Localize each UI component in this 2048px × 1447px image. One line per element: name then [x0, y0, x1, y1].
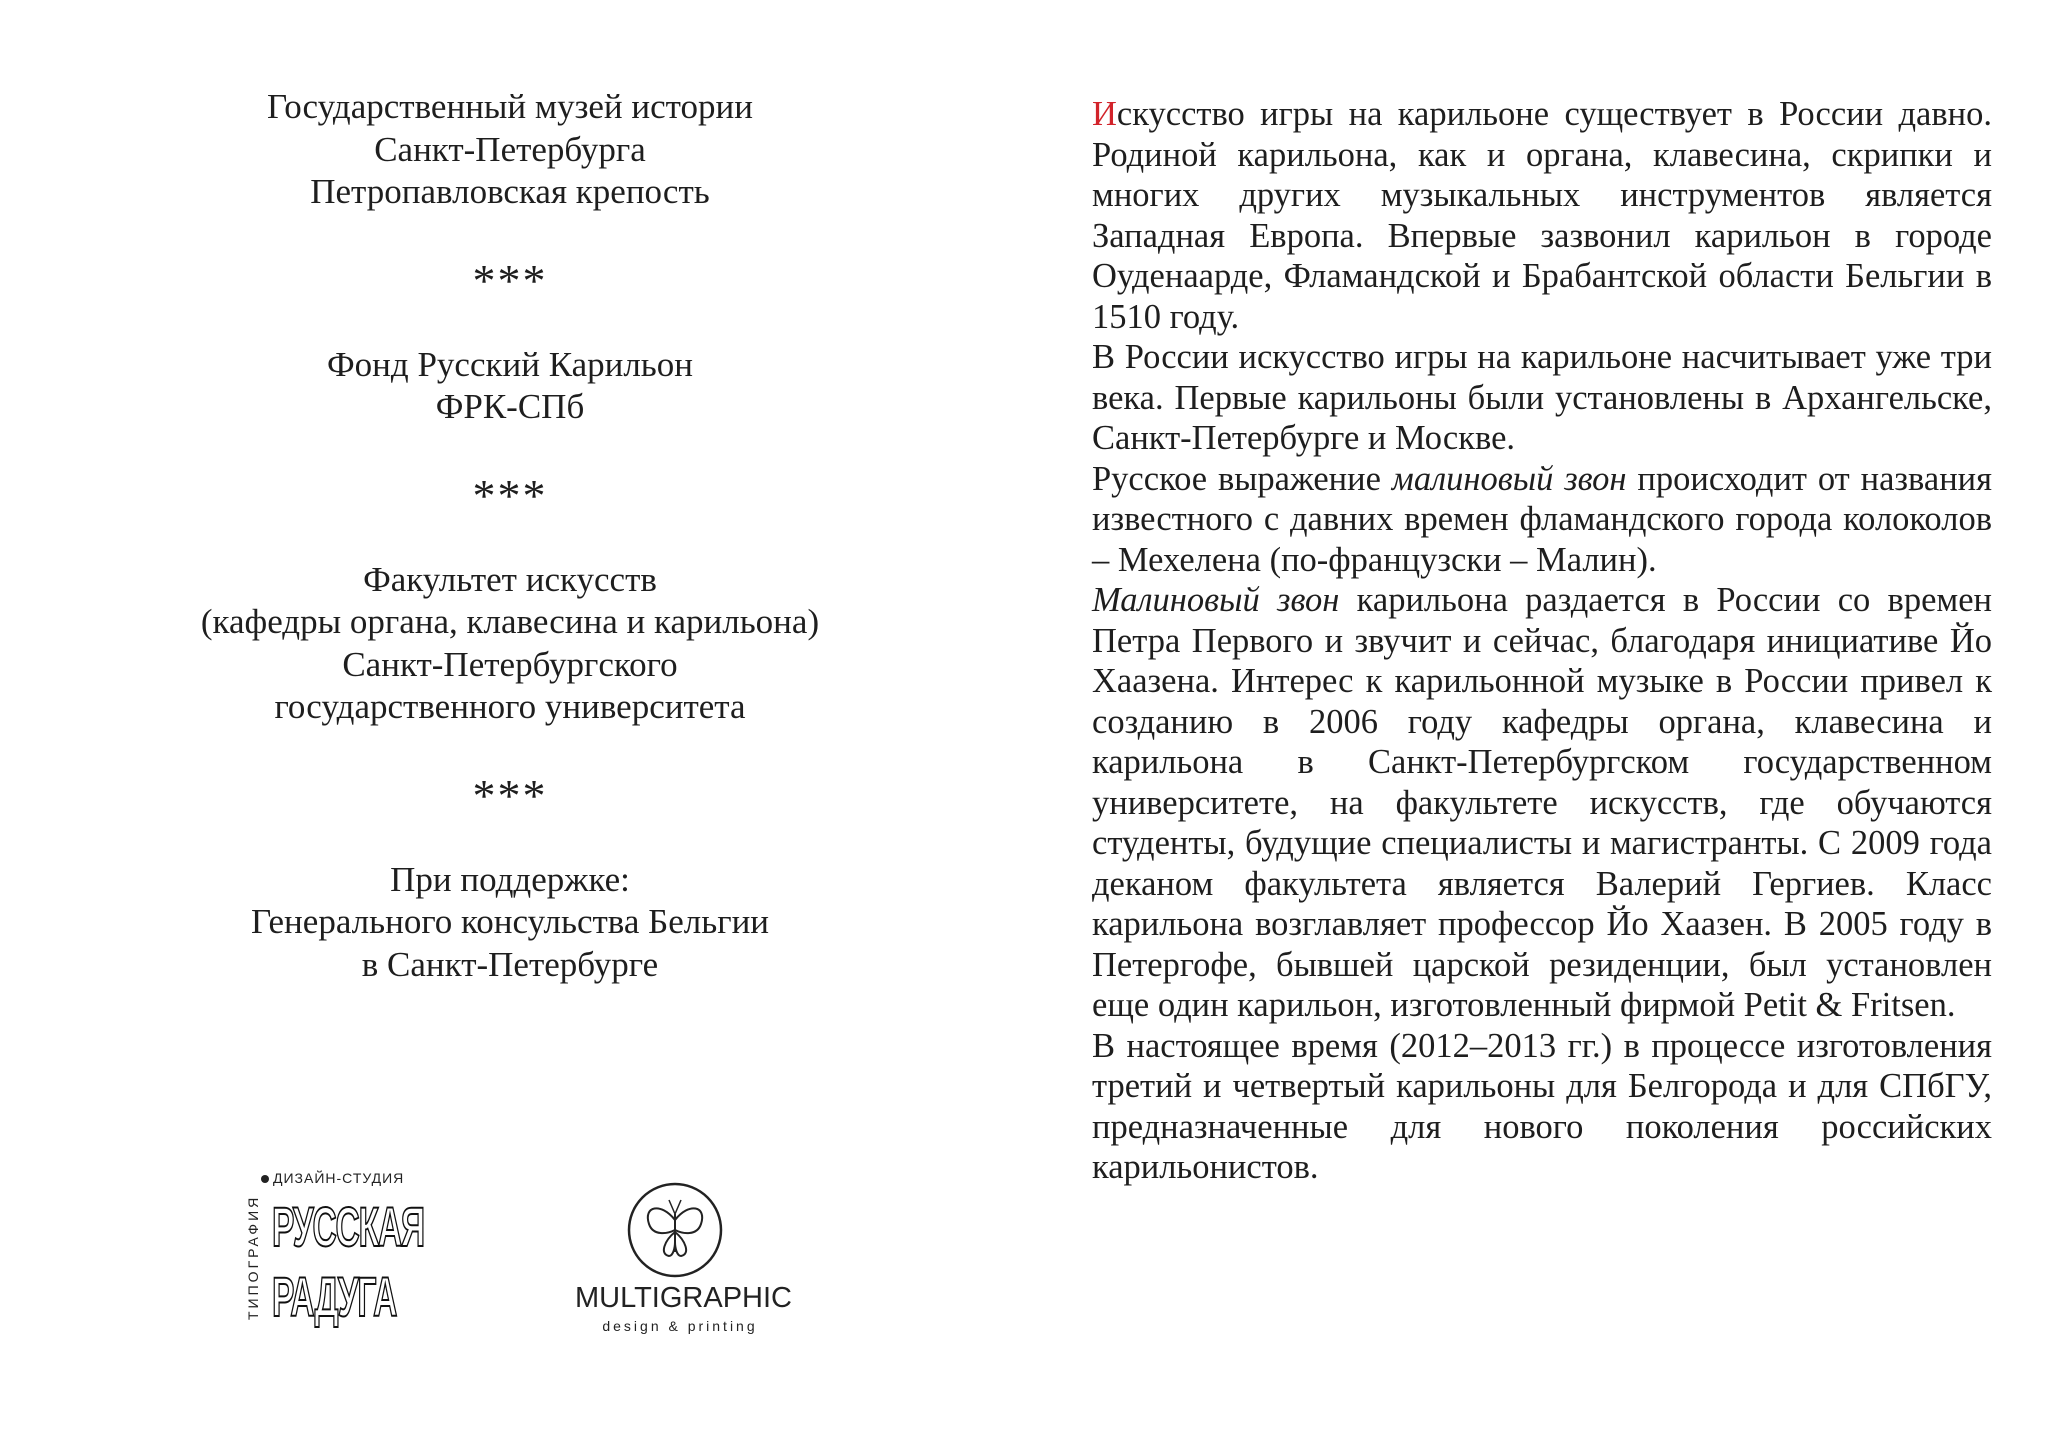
support-block [110, 859, 910, 987]
typo-top-text: ДИЗАЙН-СТУДИЯ [273, 1170, 405, 1186]
paragraph-5: В настоящее время (2012–2013 гг.) в процессе изготовления третий и четвертый карильоны для Белгорода и для СПбГУ, предназначенные для нового поколения российских карильонистов. [1092, 1026, 1992, 1186]
paragraph-3-emphasis: малиновый звон [1391, 459, 1627, 498]
dot-icon [261, 1175, 269, 1183]
fund-block [110, 344, 910, 429]
multigraphic-logo [575, 1180, 792, 1340]
museum-block [110, 86, 910, 214]
paragraph-1 [1092, 94, 1992, 337]
paragraph-3 [1092, 459, 1992, 581]
fund-line: ФРК-СПб [435, 387, 585, 426]
russkaya-raduga-logo [245, 1170, 424, 1335]
support-line: При поддержке: [390, 859, 630, 899]
faculty-line: Факультет искусств [363, 559, 657, 599]
sponsor-logos [240, 1170, 840, 1340]
typo-word-russkaya: РУССКАЯ [272, 1195, 424, 1258]
museum-line: Государственный музей истории [267, 87, 753, 126]
separator-stars: *** [472, 769, 548, 821]
typo-vertical-label: ТИПОГРАФИЯ [245, 1194, 261, 1321]
faculty-line: (кафедры органа, клавесина и карильона) [200, 602, 820, 641]
faculty-line: государственного университета [274, 687, 746, 726]
butterfly-emblem-icon [625, 1180, 725, 1280]
support-line: Генерального консульства Бельгии [250, 902, 770, 941]
separator-stars: *** [472, 254, 548, 306]
multigraphic-name: MULTIGRAPHIC [575, 1282, 792, 1314]
museum-line: Санкт-Петербурга [374, 129, 646, 169]
typo-word-raduga: РАДУГА [272, 1265, 397, 1328]
right-page-article [1092, 94, 1992, 1188]
multigraphic-tagline: design & printing [602, 1318, 758, 1334]
paragraph-3-end: происходит от названия известного с давних времен фламандского города колоколов – Мехелена (по-французски – Малин). [1092, 459, 1992, 579]
paragraph-1-text: скусство игры на карильоне существует в России давно. Родиной карильона, как и органа, клавесина, скрипки и многих других музыкальных инструментов является Западная Европа. Впервые зазвонил карильон в городе Оуденаарде, Фламандской и Брабантской области Бельгии в 1510 году. [1092, 95, 1992, 336]
fund-line: Фонд Русский Карильон [327, 344, 693, 384]
faculty-line: Санкт-Петербургского [342, 644, 678, 684]
museum-line: Петропавловская крепость [310, 172, 710, 211]
separator-stars: *** [472, 469, 548, 521]
paragraph-2: В России искусство игры на карильоне насчитывает уже три века. Первые карильоны были установлены в Архангельске, Санкт-Петербурге и Москве. [1092, 338, 1992, 457]
paragraph-3-start: Русское выражение [1092, 459, 1392, 498]
typo-top-label [261, 1170, 421, 1188]
paragraph-4-emphasis: Малиновый звон [1092, 581, 1340, 619]
support-line: в Санкт-Петербурге [361, 944, 659, 984]
faculty-block [110, 559, 910, 729]
left-page [110, 86, 910, 986]
paragraph-4-text: карильона раздается в России со времен Петра Первого и звучит и сейчас, благодаря инициативе Йо Хаазена. Интерес к карильонной музыке в России привел к созданию в 2006 году кафедры органа, клавесина и карильона в Санкт-Петербургском государственном университете, на факультете искусств, где обучаются студенты, будущие специалисты и магистранты. С 2009 года деканом факультета является Валерий Гергиев. Класс карильона возглавляет профессор Йо Хаазен. В 2005 году в Петергофе, бывшей царской резиденции, был установлен еще один карильон, изготовленный фирмой Petit & Fritsen. [1092, 581, 1992, 1024]
drop-cap: И [1092, 95, 1117, 133]
paragraph-4 [1092, 580, 1992, 1026]
